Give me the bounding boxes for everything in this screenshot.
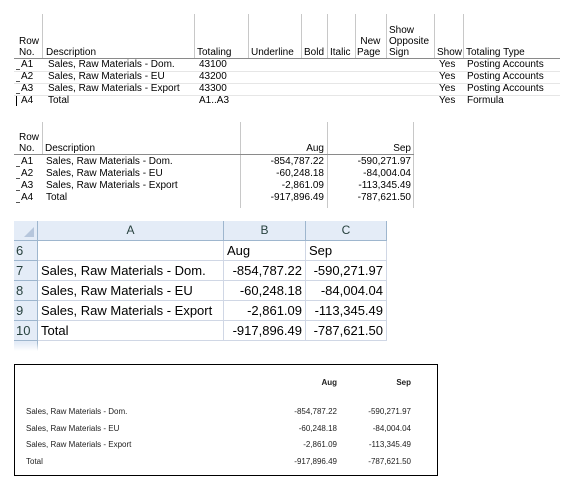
preview-row[interactable] xyxy=(14,180,414,192)
col-divider xyxy=(42,14,43,58)
col-header-aug[interactable]: Aug xyxy=(306,143,324,154)
column-header-c[interactable]: C xyxy=(306,221,387,241)
col-header-description[interactable]: Description xyxy=(46,47,97,58)
row-sep: -113,345.49 xyxy=(358,180,411,191)
row-header[interactable]: 9 xyxy=(14,301,38,321)
printed-report xyxy=(14,364,438,476)
col-header-row-no[interactable]: Row No. xyxy=(19,132,40,154)
cell-c8[interactable]: -84,004.04 xyxy=(306,281,387,301)
cell-b8[interactable]: -60,248.18 xyxy=(224,281,306,301)
definition-row[interactable] xyxy=(14,71,560,83)
row-description: Total xyxy=(46,192,68,203)
report-col-header-sep: Sep xyxy=(396,378,411,387)
row-description: Sales, Raw Materials - EU xyxy=(46,168,163,179)
row-header[interactable]: 6 xyxy=(14,241,38,261)
row-indicator xyxy=(16,166,20,167)
report-row-sep: -84,004.04 xyxy=(372,424,411,433)
row-show: Yes xyxy=(439,95,456,106)
row-totaling-type: Formula xyxy=(467,95,504,106)
col-divider xyxy=(434,14,435,58)
col-header-description[interactable]: Description xyxy=(45,143,96,154)
report-row-sep: -590,271.97 xyxy=(368,407,411,416)
row-no: A2 xyxy=(21,71,34,82)
col-divider xyxy=(301,14,302,58)
row-description: Sales, Raw Materials - Export xyxy=(48,83,180,94)
cell-b10[interactable]: -917,896.49 xyxy=(224,321,306,341)
cell-a7[interactable]: Sales, Raw Materials - Dom. xyxy=(38,261,224,281)
preview-row[interactable] xyxy=(14,156,414,168)
row-sep: -590,271.97 xyxy=(357,156,411,167)
cell-c6[interactable]: Sep xyxy=(306,241,387,261)
col-header-totaling-type[interactable]: Totaling Type xyxy=(466,47,525,58)
row-description: Sales, Raw Materials - Dom. xyxy=(46,156,173,167)
col-header-show-opposite-sign[interactable]: Show Opposite Sign xyxy=(389,25,430,58)
preview-row[interactable] xyxy=(14,192,414,204)
row-no: A2 xyxy=(21,168,34,179)
report-row-description: Total xyxy=(26,457,43,466)
col-divider xyxy=(42,122,43,154)
row-definition-grid xyxy=(14,14,560,107)
cell-c10[interactable]: -787,621.50 xyxy=(306,321,387,341)
col-header-sep[interactable]: Sep xyxy=(393,143,411,154)
row-aug: -854,787.22 xyxy=(270,156,324,167)
row-totaling: 43100 xyxy=(199,59,227,70)
cell-b6[interactable]: Aug xyxy=(224,241,306,261)
row-header[interactable]: 10 xyxy=(14,321,38,341)
row-no: A4 xyxy=(21,95,34,106)
col-divider xyxy=(463,14,464,58)
row-sep: -84,004.04 xyxy=(363,168,411,179)
row-indicator xyxy=(16,69,20,70)
select-all-icon xyxy=(24,227,34,237)
report-row-sep: -113,345.49 xyxy=(368,440,411,449)
col-divider xyxy=(355,14,356,58)
cell-b9[interactable]: -2,861.09 xyxy=(224,301,306,321)
row-show: Yes xyxy=(439,83,456,94)
col-header-italic[interactable]: Italic xyxy=(330,47,351,58)
report-col-header-aug: Aug xyxy=(321,378,337,387)
row-no: A1 xyxy=(21,156,34,167)
report-row-aug: -60,248.18 xyxy=(298,424,337,433)
definition-row-selected[interactable] xyxy=(14,95,560,107)
col-divider xyxy=(327,14,328,58)
cell-c7[interactable]: -590,271.97 xyxy=(306,261,387,281)
header-separator xyxy=(14,154,414,155)
cell-a9[interactable]: Sales, Raw Materials - Export xyxy=(38,301,224,321)
cell-a6[interactable] xyxy=(38,241,224,261)
cell-c9[interactable]: -113,345.49 xyxy=(306,301,387,321)
column-header-b[interactable]: B xyxy=(224,221,306,241)
col-divider xyxy=(248,14,249,58)
row-no: A1 xyxy=(21,59,34,70)
row-aug: -60,248.18 xyxy=(276,168,324,179)
definition-row[interactable] xyxy=(14,59,560,71)
definition-row[interactable] xyxy=(14,83,560,95)
row-indicator xyxy=(16,178,20,179)
report-row-aug: -854,787.22 xyxy=(294,407,337,416)
col-header-row-no[interactable]: Row No. xyxy=(19,36,40,58)
row-aug: -2,861.09 xyxy=(281,180,324,191)
col-divider xyxy=(194,14,195,58)
row-description: Sales, Raw Materials - Dom. xyxy=(48,59,175,70)
row-indicator xyxy=(16,81,20,82)
report-row-sep: -787,621.50 xyxy=(368,457,411,466)
row-no: A4 xyxy=(21,192,34,203)
row-indicator xyxy=(16,93,20,94)
cell-b7[interactable]: -854,787.22 xyxy=(224,261,306,281)
row-show: Yes xyxy=(439,71,456,82)
row-totaling: 43300 xyxy=(199,83,227,94)
report-row-aug: -2,861.09 xyxy=(303,440,337,449)
col-header-show[interactable]: Show xyxy=(437,47,463,58)
report-row-aug: -917,896.49 xyxy=(294,457,337,466)
report-row-description: Sales, Raw Materials - Dom. xyxy=(26,407,128,416)
row-totaling-type: Posting Accounts xyxy=(467,83,544,94)
row-aug: -917,896.49 xyxy=(270,192,324,203)
col-header-new-page[interactable]: New Page xyxy=(357,36,381,58)
row-description: Sales, Raw Materials - Export xyxy=(46,180,178,191)
row-show: Yes xyxy=(439,59,456,70)
row-selection-marker xyxy=(16,96,17,106)
cut-off-fade xyxy=(14,343,387,351)
select-all-corner[interactable] xyxy=(14,221,38,241)
spreadsheet-grid xyxy=(14,221,387,351)
row-totaling-type: Posting Accounts xyxy=(467,59,544,70)
col-header-bold[interactable]: Bold xyxy=(304,47,325,58)
col-divider xyxy=(386,14,387,58)
column-header-a[interactable]: A xyxy=(38,221,224,241)
row-header[interactable]: 8 xyxy=(14,281,38,301)
overview-preview-grid xyxy=(14,122,414,208)
row-description: Sales, Raw Materials - EU xyxy=(48,71,165,82)
col-header-totaling[interactable]: Totaling xyxy=(197,47,232,58)
row-sep: -787,621.50 xyxy=(357,192,411,203)
preview-row[interactable] xyxy=(14,168,414,180)
row-no: A3 xyxy=(21,83,34,94)
row-totaling: 43200 xyxy=(199,71,227,82)
cell-a8[interactable]: Sales, Raw Materials - EU xyxy=(38,281,224,301)
col-header-underline[interactable]: Underline xyxy=(251,47,294,58)
row-header[interactable]: 7 xyxy=(14,261,38,281)
row-indicator xyxy=(16,190,20,191)
report-row-description: Sales, Raw Materials - Export xyxy=(26,440,132,449)
row-description: Total xyxy=(48,95,70,106)
report-row-description: Sales, Raw Materials - EU xyxy=(26,424,120,433)
row-indicator xyxy=(16,202,20,203)
row-totaling-type: Posting Accounts xyxy=(467,71,544,82)
row-no: A3 xyxy=(21,180,34,191)
cell-a10[interactable]: Total xyxy=(38,321,224,341)
row-totaling: A1..A3 xyxy=(199,95,230,106)
